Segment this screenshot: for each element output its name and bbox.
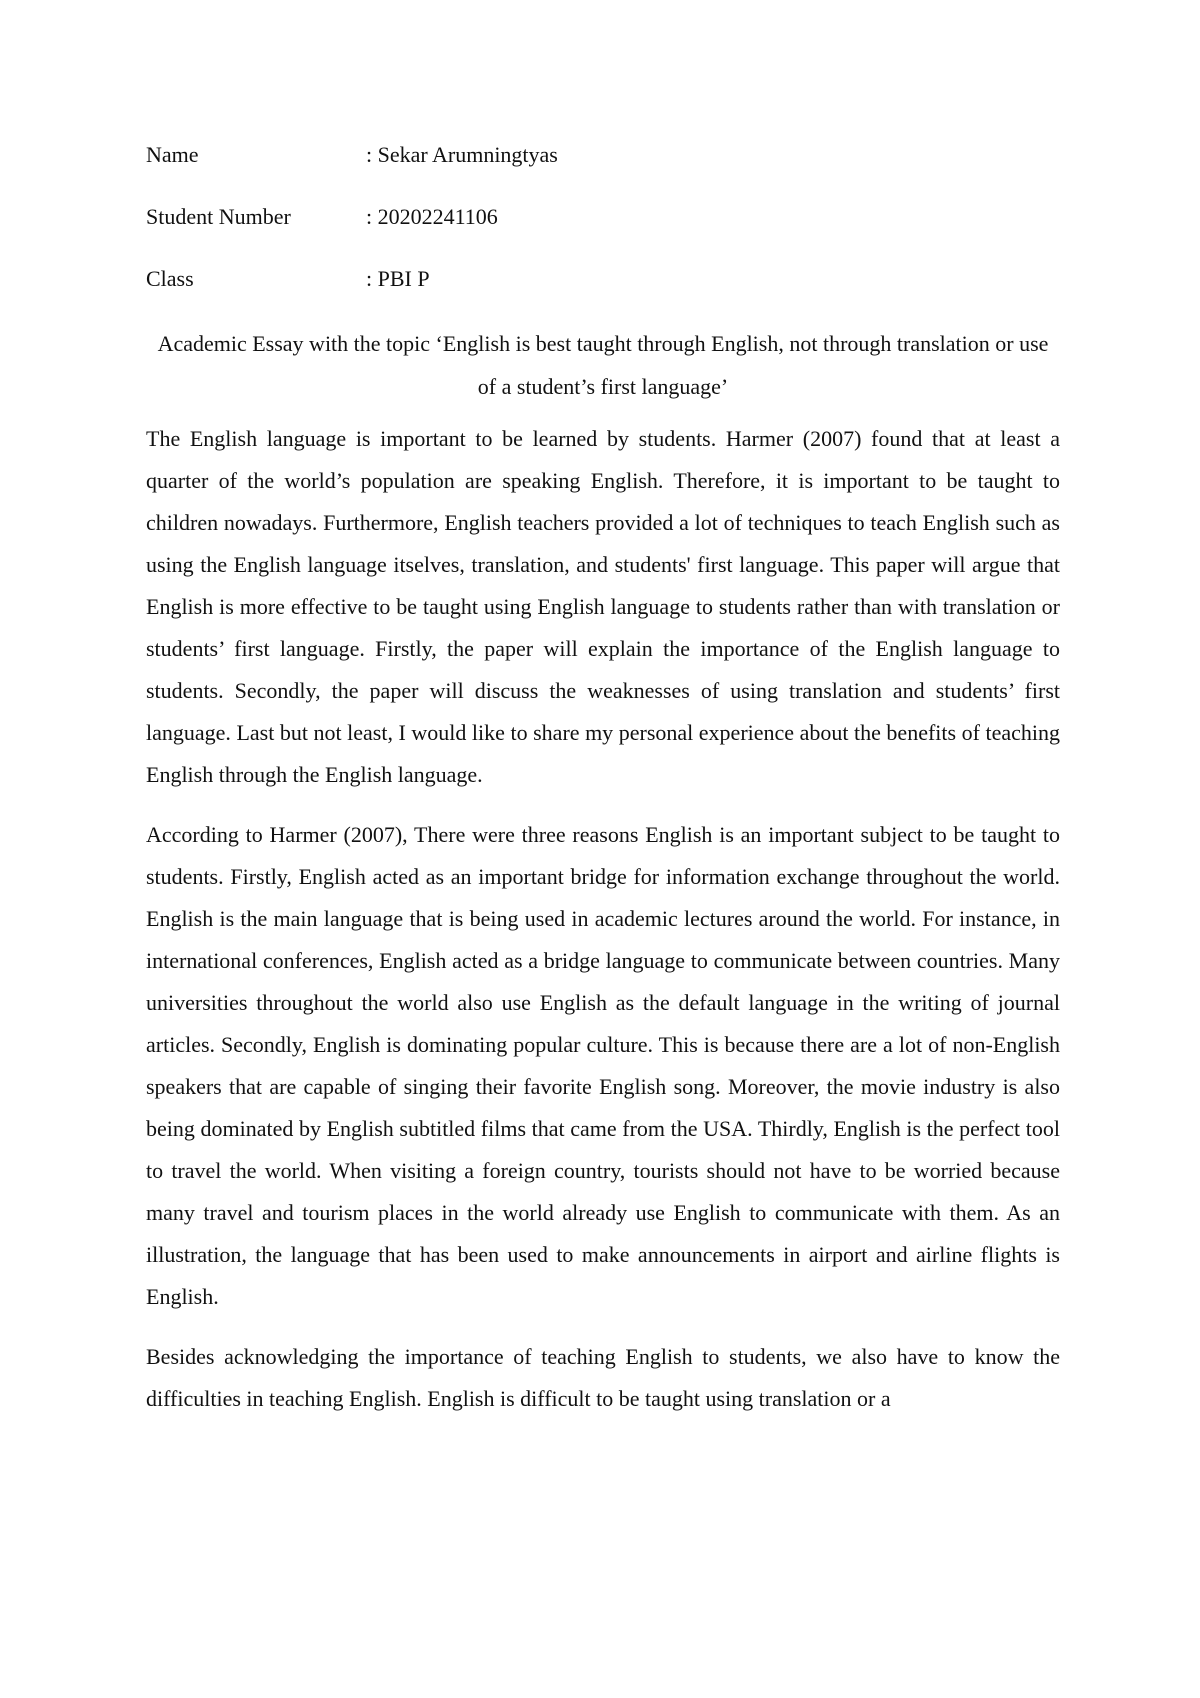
paragraph-introduction: The English language is important to be learned by students. Harmer (2007) found that at least a quarter of the world’s population are speaking English. Therefore, it is important to be taught to children nowadays. Furthermore, English teachers provided a lot of techniques to teach English such as using the English language itselves, translation, and students' first language. This paper will argue that English is more effective to be taught using English language to students rather than with translation or students’ first language. Firstly, the paper will explain the importance of the English language to students. Secondly, the paper will discuss the weaknesses of using translation and students’ first language. Last but not least, I would like to share my personal experience about the benefits of teaching English through the English language. [146,426,1060,787]
paragraph-difficulties: Besides acknowledging the importance of teaching English to students, we also have to know the difficulties in teaching English. English is difficult to be taught using translation or a [146,1344,1060,1411]
student-number-row [146,202,1060,232]
paragraph-importance: According to Harmer (2007), There were three reasons English is an important subject to be taught to students. Firstly, English acted as an important bridge for information exchange throughout the world. English is the main language that is being used in academic lectures around the world. For instance, in international conferences, English acted as a bridge language to communicate between countries. Many universities throughout the world also use English as the default language in the writing of journal articles. Secondly, English is dominating popular culture. This is because there are a lot of non-English speakers that are capable of singing their favorite English song. Moreover, the movie industry is also being dominated by English subtitled films that came from the USA. Thirdly, English is the perfect tool to travel the world. When visiting a foreign country, tourists should not have to be worried because many travel and tourism places in the world already use English to communicate with them. As an illustration, the language that has been used to make announcements in airport and airline flights is English. [146,822,1060,1309]
document-body [146,140,1060,1438]
class-label: Class [146,266,194,291]
name-row [146,140,1060,170]
class-value: : PBI P [366,266,430,291]
class-row [146,264,1060,294]
essay-title: Academic Essay with the topic ‘English is best taught through English, not through translation or use of a student’s first language’ [157,331,1049,399]
student-number-value: : 20202241106 [366,204,498,229]
name-label: Name [146,142,199,167]
name-value: : Sekar Arumningtyas [366,142,558,167]
student-number-label: Student Number [146,204,291,229]
